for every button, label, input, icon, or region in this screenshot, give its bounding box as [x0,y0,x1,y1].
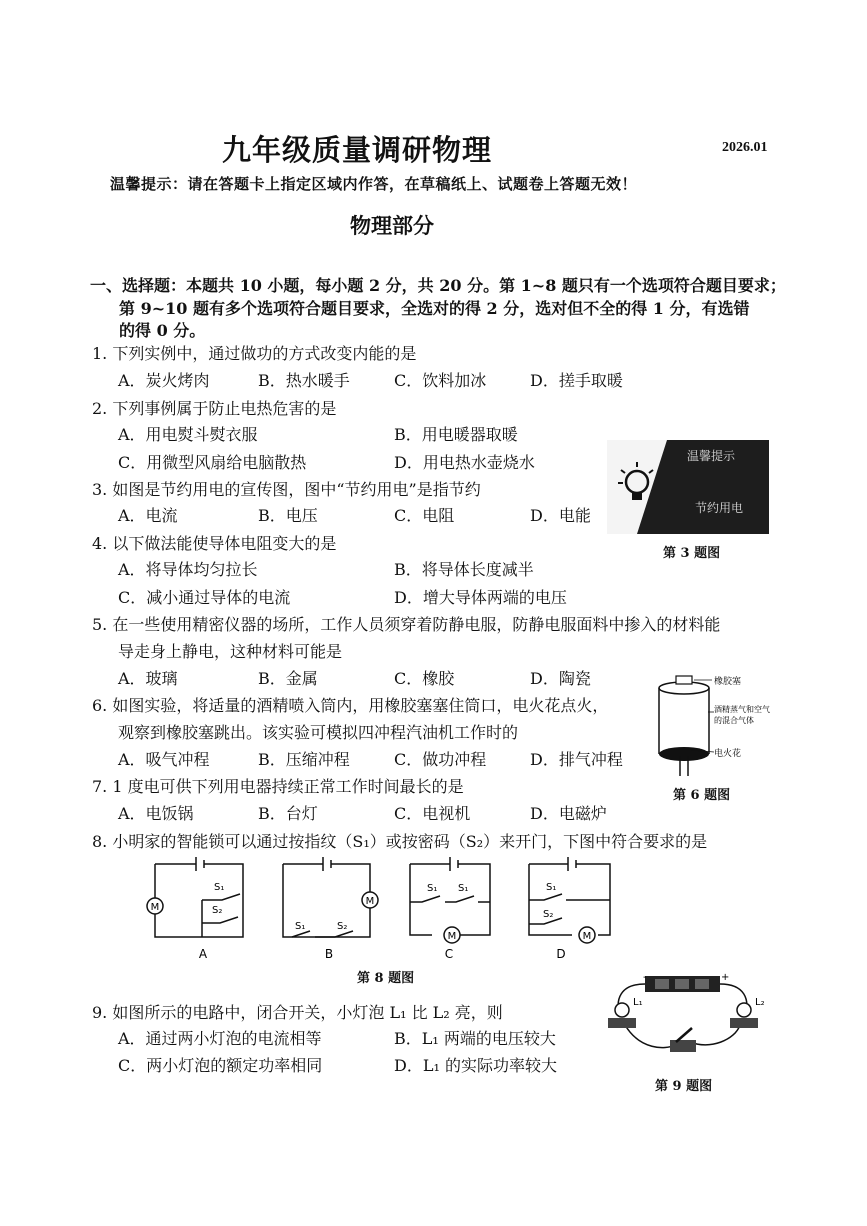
lamp-l1-icon [608,1003,636,1028]
svg-text:M: M [582,931,592,942]
q9-stem: 9. 如图所示的电路中，闭合开关，小灯泡 L₁ 比 L₂ 亮，则 [92,1003,503,1022]
fig8-caption: 第 8 题图 [357,971,415,986]
part1-instructions-line2: 第 9~10 题有多个选项符合题目要求，全选对的得 2 分，选对但不全的得 1 分，有选错 [119,299,750,318]
svg-text:S₂: S₂ [543,909,554,920]
fig9-label-l2: L₂ [755,997,765,1008]
exam-title: 九年级质量调研物理 [222,133,493,167]
q5-option-c: C．橡胶 [394,669,455,688]
q7-option-a: A．电饭锅 [118,804,194,823]
svg-text:+: + [721,972,730,983]
fig9-caption: 第 9 题图 [655,1079,713,1094]
svg-text:M: M [150,902,160,913]
q2-option-a: A．用电熨斗熨衣服 [118,425,258,444]
svg-text:S₁: S₁ [427,883,438,894]
q6-option-d: D．排气冲程 [530,750,623,769]
circuit-a [155,857,243,937]
q7-option-b: B．台灯 [258,804,318,823]
fig9-circuit-photo [600,970,770,1070]
fig3-drawing [607,440,769,534]
q2-option-d: D．用电热水壶烧水 [394,453,535,472]
q3-option-a: A．电流 [118,506,178,525]
q2-stem: 2. 下列事例属于防止电热危害的是 [92,399,337,418]
svg-text:S₁: S₁ [295,921,306,932]
q9-option-c: C．两小灯泡的额定功率相同 [118,1056,323,1075]
fig6-label-mix2: 的混合气体 [714,716,754,725]
fig3-caption: 第 3 题图 [663,546,721,561]
q9-option-b: B．L₁ 两端的电压较大 [394,1029,556,1048]
fig3-sign-line1: 温馨提示 [687,449,736,463]
svg-text:-: - [643,972,647,983]
q4-option-a: A．将导体均匀拉长 [118,560,258,579]
q3-option-c: C．电阻 [394,506,455,525]
svg-text:M: M [365,896,375,907]
notice-text: 温馨提示：请在答题卡上指定区域内作答，在草稿纸上、试题卷上答题无效！ [110,175,638,193]
fig9-label-l1: L₁ [633,997,643,1008]
q1-option-d: D．搓手取暖 [530,371,623,390]
svg-text:M: M [447,931,457,942]
q3-option-b: B．电压 [258,506,318,525]
fig6-label-spark: 电火花 [714,749,742,759]
q5-option-d: D．陶瓷 [530,669,591,688]
q1-option-b: B．热水暖手 [258,371,350,390]
q4-option-d: D．增大导体两端的电压 [394,588,567,607]
q6-option-c: C．做功冲程 [394,750,487,769]
circuit-d [529,857,610,935]
q9-option-d: D．L₁ 的实际功率较大 [394,1056,557,1075]
q1-option-a: A．炭火烤肉 [118,371,210,390]
q2-option-b: B．用电暖器取暖 [394,425,518,444]
fig8-label-c: C [444,947,454,961]
fig6-cylinder-diagram [650,672,800,780]
q4-option-c: C．减小通过导体的电流 [118,588,291,607]
lamp-l2-icon [730,1003,758,1028]
fig6-caption: 第 6 题图 [673,788,731,803]
svg-text:S₁: S₁ [214,882,225,893]
svg-text:S₂: S₂ [212,905,223,916]
q7-stem: 7. 1 度电可供下列用电器持续正常工作时间最长的是 [92,777,464,796]
fig3-sign-line2: 节约用电 [695,501,744,515]
exam-date: 2026.01 [722,140,768,155]
q6-stem-line2: 观察到橡胶塞跳出。该实验可模拟四冲程汽油机工作时的 [118,723,519,742]
q1-stem: 1. 下列实例中，通过做功的方式改变内能的是 [92,344,417,363]
circuit-c [410,857,490,935]
fig8-label-b: B [324,947,334,961]
q6-option-b: B．压缩冲程 [258,750,350,769]
fig8-label-a: A [198,947,208,961]
q5-option-b: B．金属 [258,669,318,688]
fig8-label-d: D [556,947,566,961]
fig6-label-stopper: 橡胶塞 [714,677,742,687]
q5-stem-line1: 5. 在一些使用精密仪器的场所，工作人员须穿着防静电服，防静电服面料中掺入的材料能 [92,615,721,634]
fig6-label-mix1: 酒精蒸气和空气 [714,705,770,714]
svg-text:S₁: S₁ [458,883,469,894]
part1-instructions-line3: 的得 0 分。 [119,321,206,340]
q6-stem-line1: 6. 如图实验，将适量的酒精喷入筒内，用橡胶塞塞住筒口，电火花点火， [92,696,609,715]
q4-stem: 4. 以下做法能使导体电阻变大的是 [92,534,337,553]
q7-option-d: D．电磁炉 [530,804,607,823]
q9-option-a: A．通过两小灯泡的电流相等 [118,1029,322,1048]
svg-text:S₂: S₂ [337,921,348,932]
q1-option-c: C．饮料加冰 [394,371,487,390]
q4-option-b: B．将导体长度减半 [394,560,534,579]
q6-option-a: A．吸气冲程 [118,750,210,769]
svg-text:S₁: S₁ [546,882,557,893]
battery-pack-icon [645,976,720,992]
q2-option-c: C．用微型风扇给电脑散热 [118,453,307,472]
q5-stem-line2: 导走身上静电，这种材料可能是 [118,642,343,661]
part1-instructions-line1: 一、选择题：本题共 10 小题，每小题 2 分，共 20 分。第 1~8 题只有一个选项符合题目要求； [90,276,786,295]
fig3-sign [607,440,769,534]
q8-stem: 8. 小明家的智能锁可以通过按指纹（S₁）或按密码（S₂）来开门，下图中符合要求的是 [92,832,708,851]
switch-icon [670,1028,696,1052]
fig8-circuits [140,850,620,965]
q3-option-d: D．电能 [530,506,591,525]
q3-stem: 3. 如图是节约用电的宣传图，图中“节约用电”是指节约 [92,480,481,499]
q7-option-c: C．电视机 [394,804,471,823]
section-title: 物理部分 [350,213,434,238]
q5-option-a: A．玻璃 [118,669,178,688]
